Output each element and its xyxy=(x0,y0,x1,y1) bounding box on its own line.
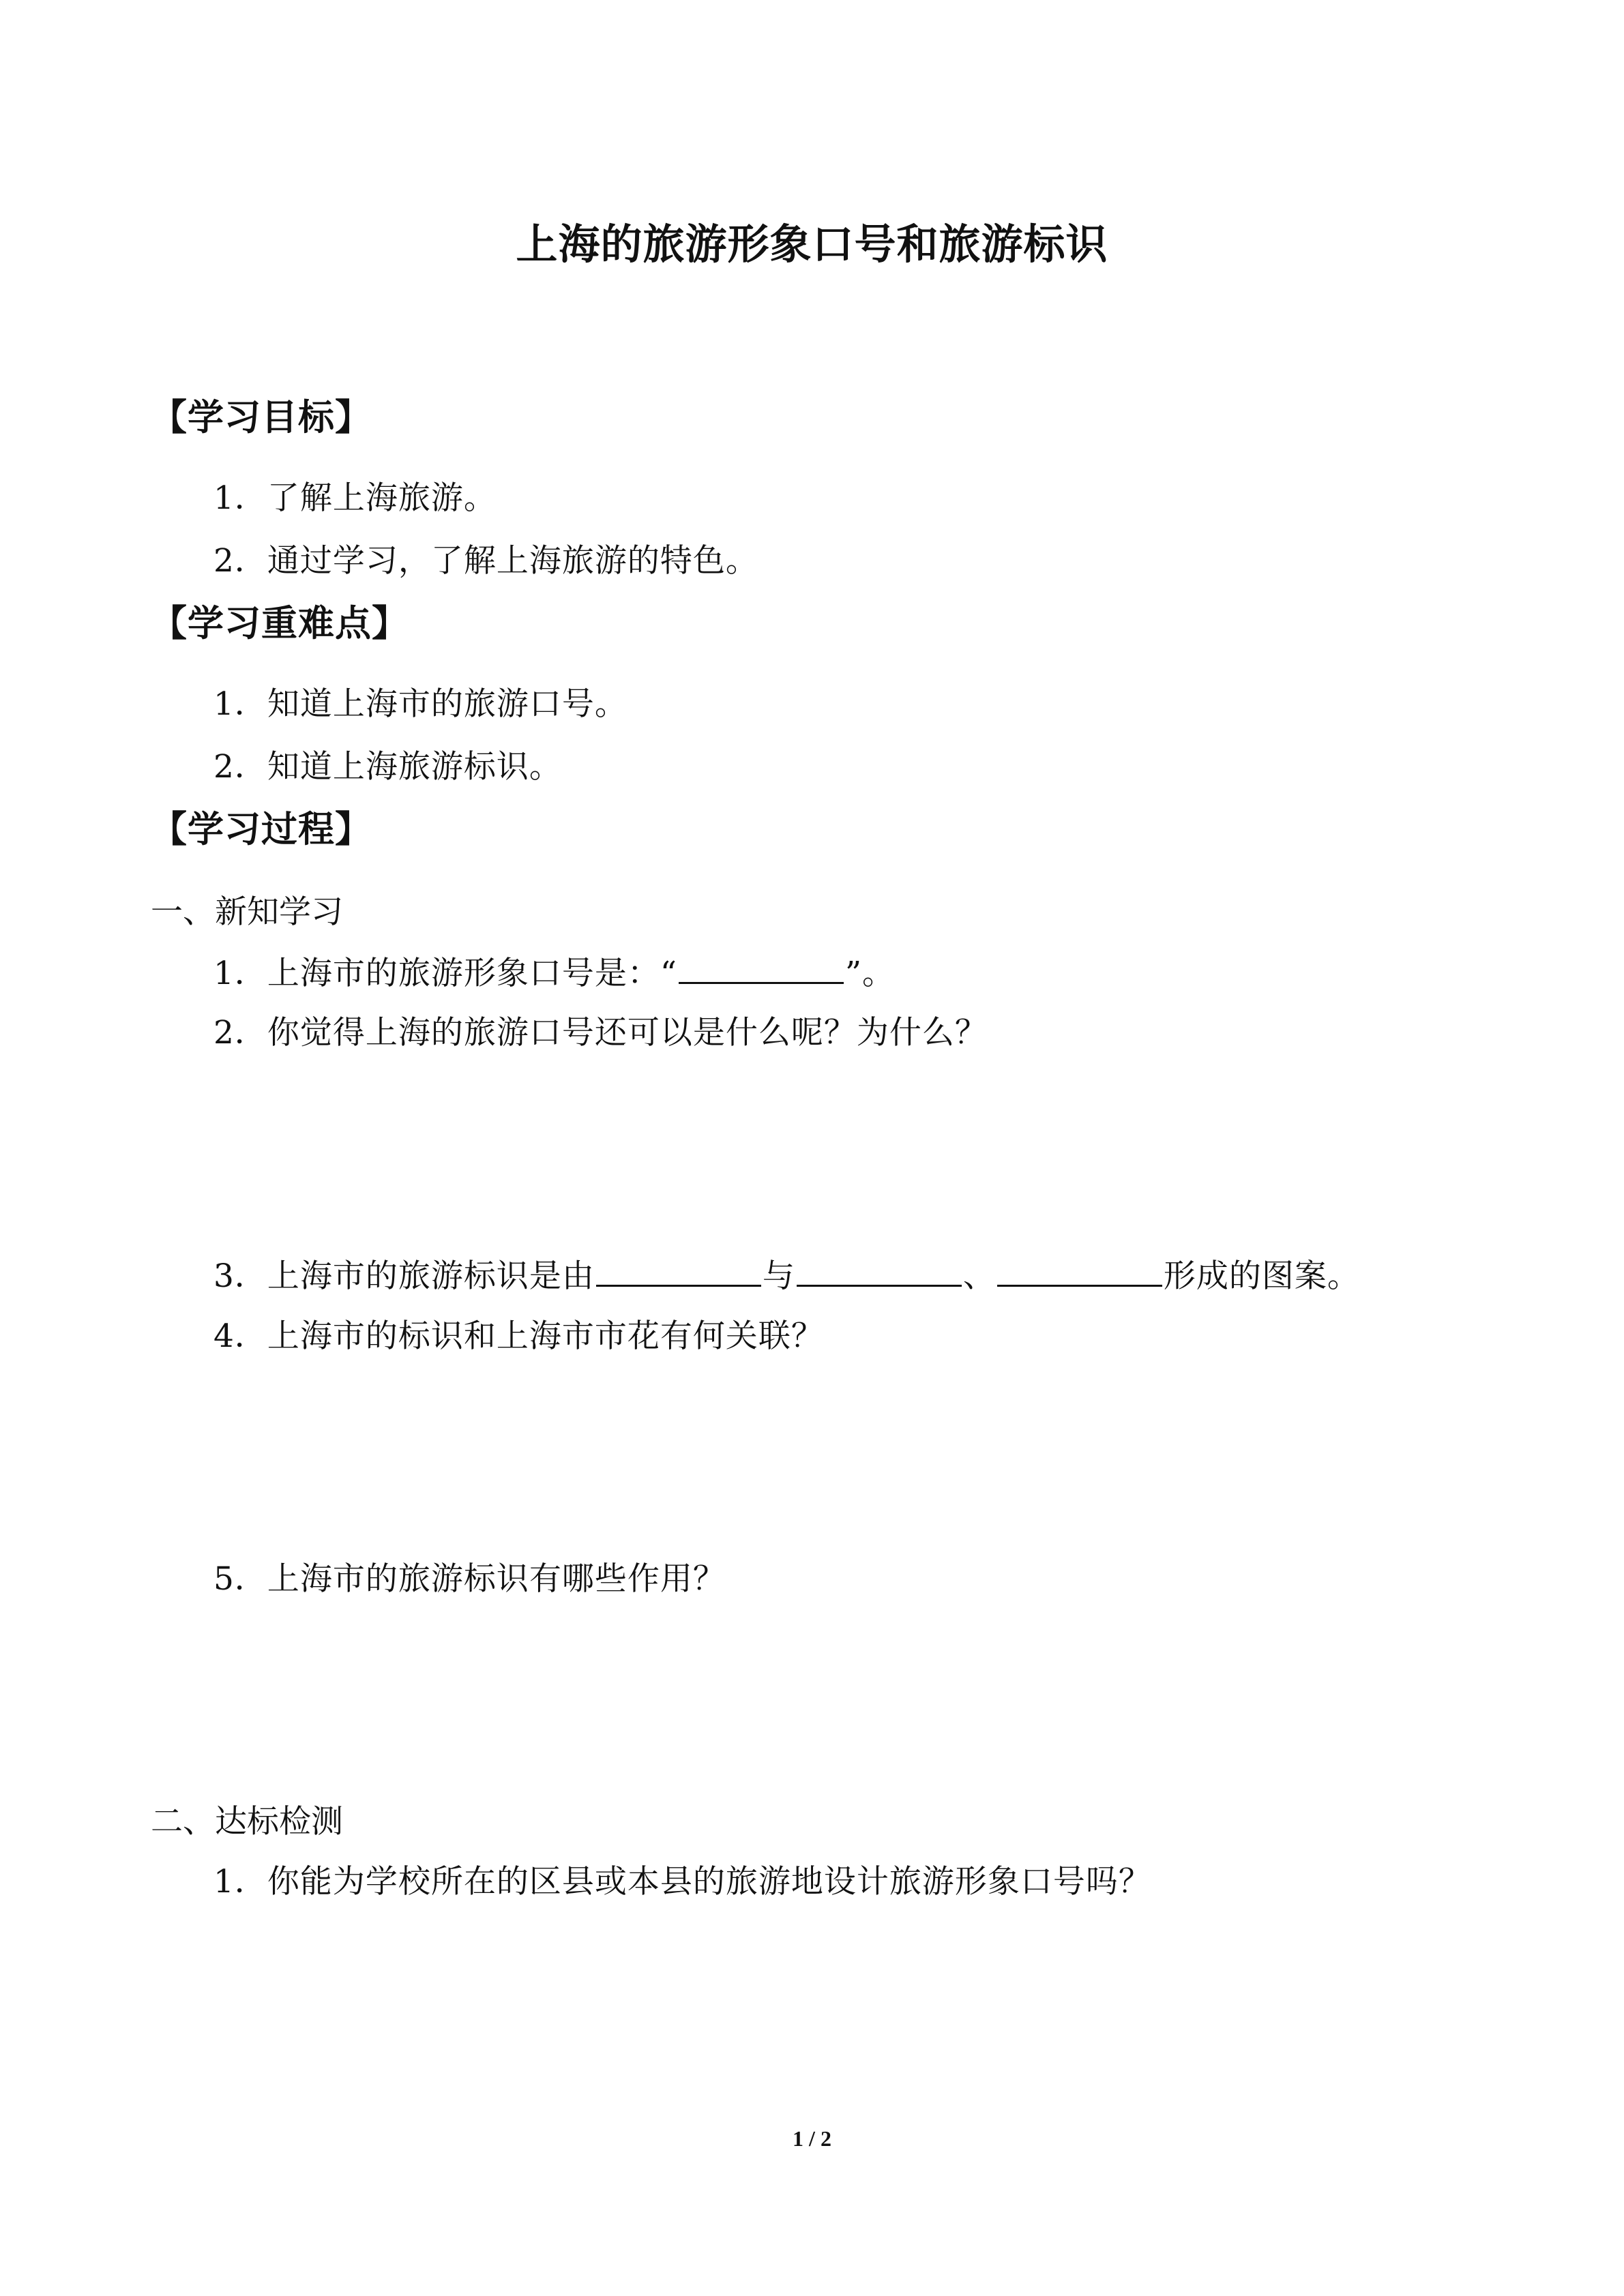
key-point-item-2: 2．知道上海旅游标识。 xyxy=(213,748,562,786)
question-3 xyxy=(213,1251,1360,1296)
question-2: 2．你觉得上海的旅游口号还可以是什么呢？为什么？ xyxy=(213,1014,988,1052)
question-3-text-mid-1: 与 xyxy=(762,1257,795,1295)
document-title: 上海的旅游形象口号和旅游标识 xyxy=(516,220,1108,269)
answer-blank-logo-part-1[interactable] xyxy=(596,1257,761,1287)
subsection-assessment: 二、达标检测 xyxy=(151,1803,343,1840)
question-5: 5．上海市的旅游标识有哪些作用？ xyxy=(213,1560,726,1598)
question-3-text-after: 形成的图案。 xyxy=(1163,1257,1360,1295)
objective-item-1: 1．了解上海旅游。 xyxy=(213,479,497,517)
answer-blank-slogan[interactable] xyxy=(679,955,844,984)
section-heading-objectives: 【学习目标】 xyxy=(151,396,372,438)
question-3-text-mid-2: 、 xyxy=(962,1257,996,1295)
question-1-text-after: ”。 xyxy=(844,955,895,992)
page-number: 1 / 2 xyxy=(793,2126,831,2151)
objective-item-2: 2．通过学习，了解上海旅游的特色。 xyxy=(213,542,758,580)
question-1-text-before: 1．上海市的旅游形象口号是：“ xyxy=(213,955,677,992)
assessment-question-1: 1．你能为学校所在的区县或本县的旅游地设计旅游形象口号吗？ xyxy=(213,1863,1151,1900)
answer-blank-logo-part-2[interactable] xyxy=(797,1257,962,1287)
question-4: 4．上海市的标识和上海市市花有何关联？ xyxy=(213,1317,824,1355)
answer-blank-logo-part-3[interactable] xyxy=(997,1257,1162,1287)
key-point-item-1: 1．知道上海市的旅游口号。 xyxy=(213,685,628,723)
section-heading-process: 【学习过程】 xyxy=(151,808,372,850)
question-3-text-before: 3．上海市的旅游标识是由 xyxy=(213,1257,595,1295)
section-heading-key-points: 【学习重难点】 xyxy=(151,602,409,644)
subsection-new-knowledge: 一、新知学习 xyxy=(151,893,343,931)
question-1 xyxy=(213,948,895,994)
